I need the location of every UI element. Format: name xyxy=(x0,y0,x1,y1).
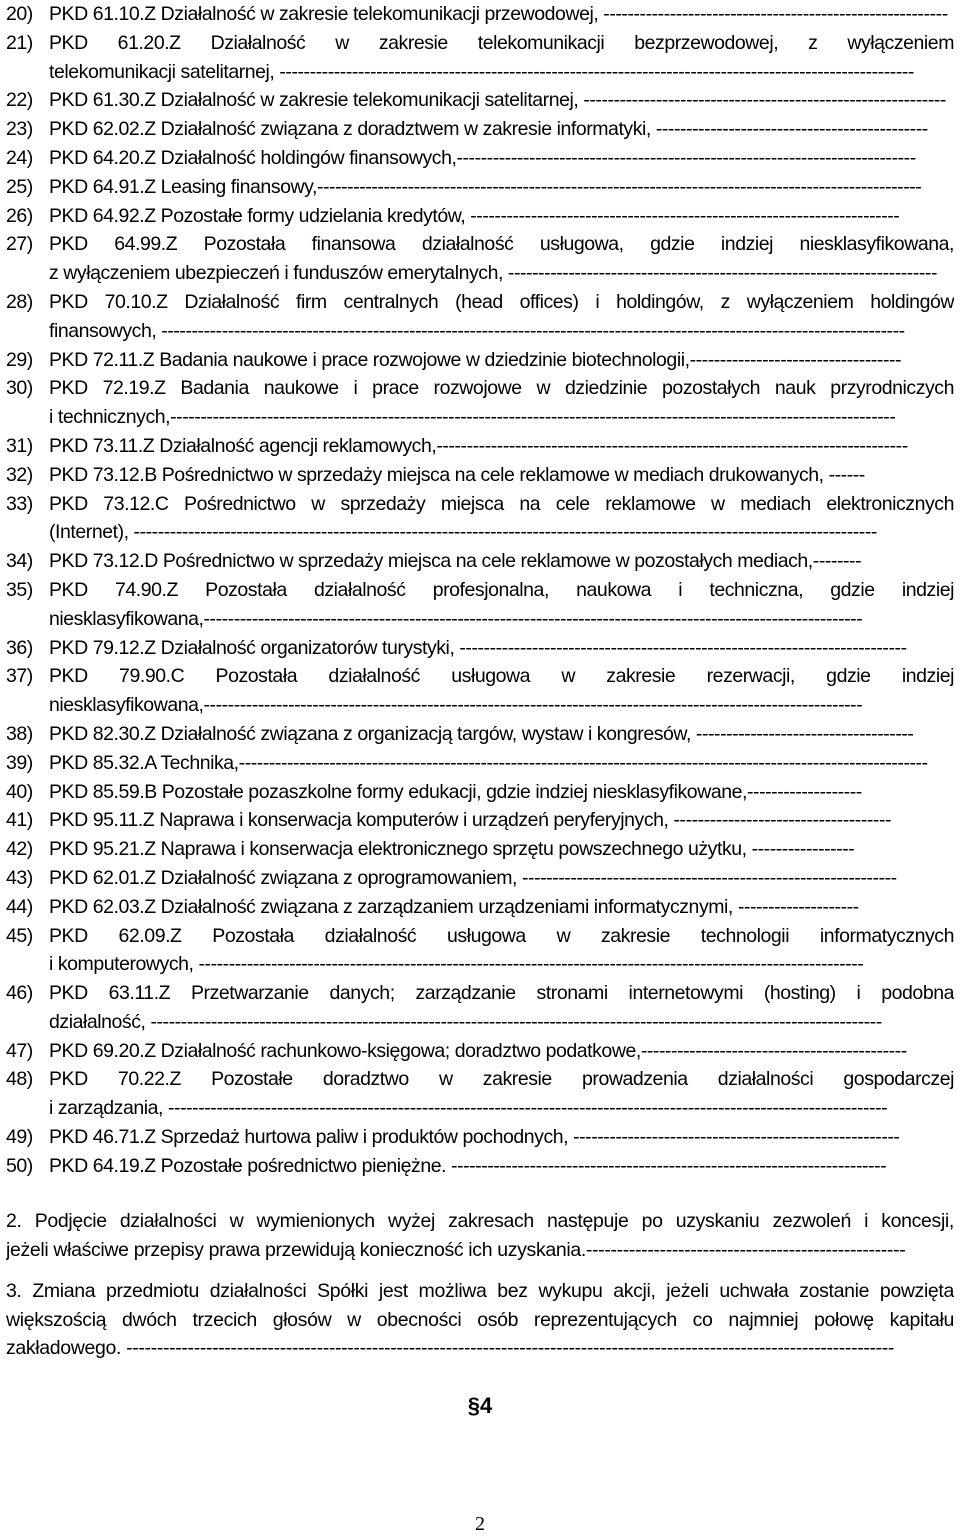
list-item-number: 35) xyxy=(6,578,33,601)
list-item xyxy=(6,662,954,720)
list-item xyxy=(6,115,954,144)
list-item-number: 43) xyxy=(6,866,33,889)
list-item-text: PKD 61.20.Z Działalność w zakresie telekomunikacji bezprzewodowej, z wyłączeniem xyxy=(49,31,954,54)
list-item-text: finansowych, --------------------------------------------------------------------------------------------------------------------------- xyxy=(49,319,905,342)
list-item-text: PKD 64.99.Z Pozostała finansowa działalność usługowa, gdzie indziej niesklasyfikowana, xyxy=(49,233,954,256)
list-item-number: 30) xyxy=(6,377,33,400)
list-item-text: PKD 85.32.A Technika,------------------------------------------------------------------------------------------------------------------ xyxy=(49,751,928,774)
list-item-number: 27) xyxy=(6,233,33,256)
list-item xyxy=(6,547,954,576)
list-item-number: 34) xyxy=(6,550,33,573)
list-item-number: 41) xyxy=(6,809,33,832)
list-item-text: PKD 62.01.Z Działalność związana z oprogramowaniem, -------------------------------------------------------------- xyxy=(49,866,897,889)
list-item-text: PKD 73.12.B Pośrednictwo w sprzedaży miejsca na cele reklamowe w mediach drukowanych, ------ xyxy=(49,463,865,486)
list-item xyxy=(6,346,954,375)
list-item-text: PKD 72.19.Z Badania naukowe i prace rozwojowe w dziedzinie pozostałych nauk przyrodniczych xyxy=(49,377,954,400)
list-item-text: PKD 62.02.Z Działalność związana z doradztwem w zakresie informatyki, --------------------------------------------- xyxy=(49,118,928,141)
list-item-number: 32) xyxy=(6,463,33,486)
paragraph-3 xyxy=(6,1277,954,1363)
list-item-text: PKD 82.30.Z Działalność związana z organizacją targów, wystaw i kongresów, ------------------------------------ xyxy=(49,722,914,745)
list-item-number: 45) xyxy=(6,924,33,947)
list-item-number: 44) xyxy=(6,895,33,918)
list-item-text: z wyłączeniem ubezpieczeń i funduszów emerytalnych, ----------------------------------------------------------------------- xyxy=(49,262,938,285)
list-item-number: 38) xyxy=(6,722,33,745)
list-item xyxy=(6,29,954,87)
page-number: 2 xyxy=(475,1513,485,1535)
list-item xyxy=(6,835,954,864)
list-item xyxy=(6,1123,954,1152)
list-item xyxy=(6,1065,954,1123)
paragraph-line: zakładowego. ----------------------------------------------------------------------------------------------------------------------------- xyxy=(6,1337,895,1359)
list-item xyxy=(6,173,954,202)
list-item-text: PKD 46.71.Z Sprzedaż hurtowa paliw i produktów pochodnych, ------------------------------------------------------ xyxy=(49,1126,900,1149)
list-item-text: PKD 64.19.Z Pozostałe pośrednictwo pieniężne. ------------------------------------------------------------------------ xyxy=(49,1154,887,1177)
list-item-number: 42) xyxy=(6,838,33,861)
paragraph-line: 2. Podjęcie działalności w wymienionych wyżej zakresach następuje po uzyskaniu zezwoleń i koncesji, xyxy=(6,1210,954,1232)
list-item-text: PKD 79.12.Z Działalność organizatorów turystyki, -------------------------------------------------------------------------- xyxy=(49,636,907,659)
paragraph-line: większością dwóch trzecich głosów w obecności osób reprezentujących co najmniej połowę kapitału xyxy=(6,1308,954,1331)
list-item-text: niesklasyfikowana,------------------------------------------------------------------------------------------------------------- xyxy=(49,694,863,717)
list-item-text: PKD 62.09.Z Pozostała działalność usługowa w zakresie technologii informatycznych xyxy=(49,924,954,947)
list-item xyxy=(6,86,954,115)
list-item xyxy=(6,490,954,548)
list-item-number: 39) xyxy=(6,751,33,774)
list-item xyxy=(6,461,954,490)
list-item xyxy=(6,0,954,29)
list-item-text: PKD 70.22.Z Pozostałe doradztwo w zakresie prowadzenia działalności gospodarczej xyxy=(49,1068,954,1091)
pkd-activity-list xyxy=(6,0,954,1181)
list-item xyxy=(6,864,954,893)
list-item-text: PKD 63.11.Z Przetwarzanie danych; zarządzanie stronami internetowymi (hosting) i podobna xyxy=(49,982,954,1005)
list-item xyxy=(6,144,954,173)
list-item xyxy=(6,749,954,778)
list-item-text: PKD 79.90.C Pozostała działalność usługowa w zakresie rezerwacji, gdzie indziej xyxy=(49,665,954,688)
list-item-text: i zarządzania, ----------------------------------------------------------------------------------------------------------------------- xyxy=(49,1097,888,1120)
list-item-number: 23) xyxy=(6,118,33,141)
list-item-number: 22) xyxy=(6,89,33,112)
list-item xyxy=(6,893,954,922)
list-item xyxy=(6,778,954,807)
list-item xyxy=(6,922,954,980)
list-item xyxy=(6,576,954,634)
list-item-text: niesklasyfikowana,------------------------------------------------------------------------------------------------------------- xyxy=(49,607,863,630)
list-item-number: 37) xyxy=(6,665,33,688)
list-item-text: (Internet), --------------------------------------------------------------------------------------------------------------------------- xyxy=(49,521,877,544)
list-item xyxy=(6,432,954,461)
list-item-text: PKD 73.11.Z Działalność agencji reklamowych,------------------------------------------------------------------------------ xyxy=(49,434,908,457)
list-item-text: PKD 70.10.Z Działalność firm centralnych (head offices) i holdingów, z wyłączeniem holdingów xyxy=(49,290,954,313)
list-item-text: PKD 95.11.Z Naprawa i konserwacja komputerów i urządzeń peryferyjnych, ------------------------------------ xyxy=(49,809,892,832)
list-item-number: 40) xyxy=(6,780,33,803)
list-item-text: PKD 62.03.Z Działalność związana z zarządzaniem urządzeniami informatycznymi, -------------------- xyxy=(49,895,859,918)
list-item-number: 24) xyxy=(6,146,33,169)
list-item-text: PKD 61.10.Z Działalność w zakresie telekomunikacji przewodowej, --------------------------------------------------------- xyxy=(49,3,948,25)
list-item xyxy=(6,374,954,432)
list-item-text: i technicznych,------------------------------------------------------------------------------------------------------------------------ xyxy=(49,406,896,429)
list-item-number: 26) xyxy=(6,204,33,227)
list-item-number: 25) xyxy=(6,175,33,198)
list-item-number: 49) xyxy=(6,1126,33,1149)
list-item-number: 36) xyxy=(6,636,33,659)
list-item-text: działalność, ------------------------------------------------------------------------------------------------------------------------- xyxy=(49,1010,882,1033)
list-item-number: 50) xyxy=(6,1154,33,1177)
list-item-text: PKD 72.11.Z Badania naukowe i prace rozwojowe w dziedzinie biotechnologii,----------------------------------- xyxy=(49,348,902,371)
list-item xyxy=(6,1152,954,1181)
list-item xyxy=(6,979,954,1037)
list-item-number: 28) xyxy=(6,290,33,313)
list-item-text: PKD 95.21.Z Naprawa i konserwacja elektronicznego sprzętu powszechnego użytku, ----------------- xyxy=(49,838,855,861)
list-item-text: PKD 69.20.Z Działalność rachunkowo-księgowa; doradztwo podatkowe,-------------------------------------------- xyxy=(49,1039,907,1062)
paragraph-line: jeżeli właściwe przepisy prawa przewidują konieczność ich uzyskania.---------------------------------------------------- xyxy=(6,1238,906,1261)
section-mark: §4 xyxy=(467,1393,493,1418)
list-item-text: PKD 73.12.D Pośrednictwo w sprzedaży miejsca na cele reklamowe w pozostałych mediach,-------- xyxy=(49,550,862,573)
list-item-text: i komputerowych, -------------------------------------------------------------------------------------------------------------- xyxy=(49,953,864,976)
list-item-number: 29) xyxy=(6,348,33,371)
list-item-text: PKD 85.59.B Pozostałe pozaszkolne formy edukacji, gdzie indziej niesklasyfikowane,------------------- xyxy=(49,780,862,803)
list-item-text: PKD 74.90.Z Pozostała działalność profesjonalna, naukowa i techniczna, gdzie indziej xyxy=(49,578,954,601)
list-item-text: PKD 64.91.Z Leasing finansowy,---------------------------------------------------------------------------------------------------- xyxy=(49,175,922,198)
list-item xyxy=(6,202,954,231)
paragraph-line: 3. Zmiana przedmiotu działalności Spółki jest możliwa bez wykupu akcji, jeżeli uchwała zostanie powzięta xyxy=(6,1280,954,1302)
list-item xyxy=(6,1037,954,1066)
list-item-number: 31) xyxy=(6,434,33,457)
list-item xyxy=(6,720,954,749)
list-item xyxy=(6,288,954,346)
list-item-number: 46) xyxy=(6,982,33,1005)
list-item-text: PKD 73.12.C Pośrednictwo w sprzedaży miejsca na cele reklamowe w mediach elektronicznych xyxy=(49,492,954,515)
list-item-number: 20) xyxy=(6,3,33,25)
list-item-text: PKD 64.92.Z Pozostałe formy udzielania kredytów, ----------------------------------------------------------------------- xyxy=(49,204,900,227)
list-item-number: 33) xyxy=(6,492,33,515)
list-item-text: PKD 61.30.Z Działalność w zakresie telekomunikacji satelitarnej, ------------------------------------------------------------ xyxy=(49,89,946,112)
list-item-number: 48) xyxy=(6,1068,33,1091)
list-item-text: PKD 64.20.Z Działalność holdingów finansowych,---------------------------------------------------------------------------- xyxy=(49,146,916,169)
list-item xyxy=(6,634,954,663)
list-item-text: telekomunikacji satelitarnej, --------------------------------------------------------------------------------------------------------- xyxy=(49,60,914,83)
list-item xyxy=(6,230,954,288)
list-item-number: 47) xyxy=(6,1039,33,1062)
paragraph-2 xyxy=(6,1207,954,1264)
list-item xyxy=(6,806,954,835)
list-item-number: 21) xyxy=(6,31,33,54)
